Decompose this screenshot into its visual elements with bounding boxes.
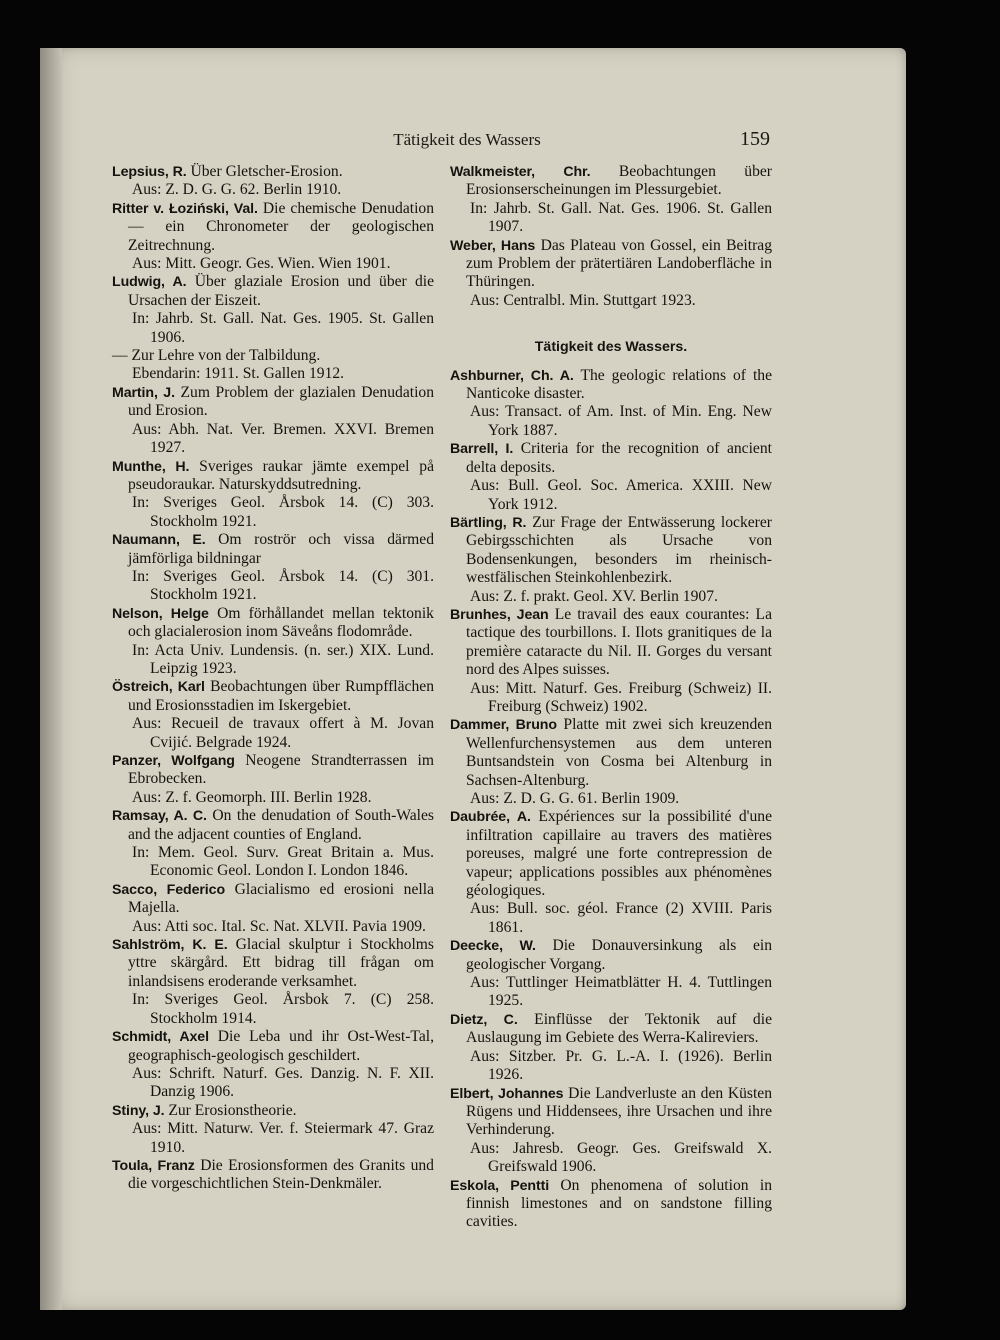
entry-source: Aus: Z. D. G. G. 62. Berlin 1910. bbox=[132, 181, 342, 199]
entry-author: Elbert, Johannes bbox=[450, 1085, 564, 1102]
entry-source: Aus: Schrift. Naturf. Ges. Danzig. N. F. XII. Danzig 1906. bbox=[132, 1064, 434, 1101]
entry-author: Munthe, H. bbox=[112, 458, 190, 475]
entry-author: Ludwig, A. bbox=[112, 274, 187, 291]
entry-title: Das Plateau von Gossel, ein Beitrag zum Problem der prätertiären Landoberfläche in Thüringen. bbox=[466, 236, 773, 291]
entry-author: Dietz, C. bbox=[450, 1011, 518, 1028]
entry-author: Martin, J. bbox=[112, 384, 175, 401]
entry-title: Neogene Strandterrassen im Ebrobecken. bbox=[128, 752, 434, 788]
entry-title: Über Gletscher-Erosion. bbox=[190, 163, 343, 180]
bibliography-entry bbox=[450, 514, 772, 606]
entry-source: Aus: Atti soc. Ital. Sc. Nat. XLVII. Pavia 1909. bbox=[132, 917, 426, 935]
entry-citation bbox=[450, 1085, 772, 1140]
entry-title: Die chemische Denudation — ein Chronometer der geologischen Zeitrechnung. bbox=[128, 199, 435, 254]
entry-title: Platte mit zwei sich kreuzenden Wellenfurchensystemen aus dem unteren Buntsandstein von Cosma bei Altenburg in Sachsen-Altenburg. bbox=[466, 716, 772, 789]
entry-source: Ebendarin: 1911. St. Gallen 1912. bbox=[132, 365, 345, 383]
entry-citation bbox=[112, 200, 434, 255]
bibliography-entry bbox=[112, 1157, 434, 1194]
entry-title: Glacial skulptur i Stockholms yttre skärgård. Ett bidrag till frågan om inlandsisens eroderande verksamhet. bbox=[128, 936, 434, 990]
entry-citation bbox=[450, 937, 772, 974]
bibliography-entry bbox=[450, 237, 772, 311]
section-heading: Tätigkeit des Wassers. bbox=[534, 339, 688, 356]
entry-citation bbox=[112, 1157, 434, 1194]
entry-source: Aus: Mitt. Naturw. Ver. f. Steiermark 47. Graz 1910. bbox=[132, 1120, 434, 1156]
entry-author: Panzer, Wolfgang bbox=[112, 753, 235, 769]
entry-title: Die Leba und ihr Ost-West-Tal, geographisch-geologisch geschildert. bbox=[128, 1028, 434, 1064]
entry-author: Nelson, Helge bbox=[112, 605, 209, 622]
right-column-section-entries bbox=[450, 367, 772, 1232]
entry-citation bbox=[112, 881, 434, 918]
entry-author: Brunhes, Jean bbox=[450, 606, 549, 623]
entry-title: Einflüsse der Tektonik auf die Auslaugung im Gebiete des Werra-Kalireviers. bbox=[466, 1010, 772, 1047]
entry-citation bbox=[450, 1011, 772, 1048]
entry-source: Aus: Bull. Geol. Soc. America. XXIII. New York 1912. bbox=[470, 477, 772, 513]
entry-author: Ramsay, A. C. bbox=[112, 808, 207, 825]
entry-author: Toula, Franz bbox=[112, 1157, 195, 1174]
entry-title: Über glaziale Erosion und über die Ursachen der Eiszeit. bbox=[128, 273, 435, 309]
entry-author: Deecke, W. bbox=[450, 938, 536, 955]
entry-source: Aus: Mitt. Naturf. Ges. Freiburg (Schweiz) II. Freiburg (Schweiz) 1902. bbox=[470, 679, 772, 715]
entry-source: Aus: Centralbl. Min. Stuttgart 1923. bbox=[470, 291, 696, 309]
entry-source: In: Jahrb. St. Gall. Nat. Ges. 1905. St. Gallen 1906. bbox=[132, 310, 434, 346]
entry-source: In: Sveriges Geol. Årsbok 7. (C) 258. Stockholm 1914. bbox=[132, 991, 434, 1027]
entry-author: Eskola, Pentti bbox=[450, 1177, 550, 1194]
bibliography-entry bbox=[450, 808, 772, 937]
entry-citation bbox=[450, 440, 772, 477]
entry-author: Lepsius, R. bbox=[112, 164, 187, 180]
bibliography-entry bbox=[112, 458, 434, 532]
entry-title: Le travail des eaux courantes: La tactique des tourbillons. I. Ilots granitiques de la première cataracte du Nil. II. Gorges du versant nord des Alpes suisses. bbox=[466, 605, 772, 679]
bibliography-entry bbox=[112, 347, 434, 384]
bibliography-entry bbox=[450, 1177, 772, 1232]
entry-source: Aus: Z. f. prakt. Geol. XV. Berlin 1907. bbox=[470, 587, 718, 605]
entry-author: Sahlström, K. E. bbox=[112, 937, 228, 954]
entry-source: Aus: Recueil de travaux offert à M. Jovan Cvijić. Belgrade 1924. bbox=[132, 715, 434, 751]
bibliography-entry bbox=[112, 807, 434, 881]
entry-title: Die Landverluste an den Küsten Rügens und Hiddensees, ihre Ursachen und ihre Verhinderung. bbox=[466, 1084, 772, 1139]
entry-author: Dammer, Bruno bbox=[450, 717, 557, 734]
entry-title: Zum Problem der glazialen Denudation und Erosion. bbox=[128, 383, 434, 420]
running-header bbox=[0, 128, 1000, 152]
bibliography-entry bbox=[112, 752, 434, 807]
entry-title: Sveriges raukar jämte exempel på pseudoraukar. Naturskyddsutredning. bbox=[128, 457, 434, 493]
entry-citation bbox=[112, 531, 434, 568]
entry-author: Naumann, E. bbox=[112, 532, 206, 549]
entry-title: Zur Erosionstheorie. bbox=[168, 1101, 297, 1119]
entry-title: Expériences sur la possibilité d'une infiltration capillaire au travers des matières poreuses, malgré une forte contrepression de vapeur; applications possibles aux phénomènes géologiques. bbox=[466, 808, 772, 900]
right-column bbox=[450, 163, 772, 1232]
entry-author: Östreich, Karl bbox=[112, 679, 205, 696]
bibliography-entry bbox=[112, 678, 434, 752]
entry-source: In: Jahrb. St. Gall. Nat. Ges. 1906. St. Gallen 1907. bbox=[470, 199, 772, 236]
bibliography-entry bbox=[112, 1102, 434, 1157]
entry-source: Aus: Transact. of Am. Inst. of Min. Eng. New York 1887. bbox=[470, 403, 772, 439]
entry-citation bbox=[450, 237, 772, 292]
entry-source: Aus: Bull. soc. géol. France (2) XVIII. Paris 1861. bbox=[470, 900, 772, 936]
bibliography-entry bbox=[112, 881, 434, 936]
page-gutter-shadow bbox=[40, 48, 62, 1310]
entry-citation bbox=[112, 1102, 434, 1120]
bibliography-entry bbox=[112, 384, 434, 458]
entry-citation bbox=[450, 808, 772, 900]
entry-source: In: Sveriges Geol. Årsbok 14. (C) 303. Stockholm 1921. bbox=[132, 494, 434, 530]
entry-title: Zur Frage der Entwässerung lockerer Gebirgsschichten als Ursache von Bodensenkungen, besonders im rheinisch-westfälischen Steinkohlenbezirk. bbox=[466, 513, 772, 587]
entry-title: Om roströr och vissa därmed jämförliga bildningar bbox=[128, 531, 434, 567]
entry-citation bbox=[450, 606, 772, 680]
entry-citation bbox=[112, 347, 434, 365]
entry-author: Schmidt, Axel bbox=[112, 1029, 209, 1046]
entry-source: Aus: Z. D. G. G. 61. Berlin 1909. bbox=[470, 790, 680, 807]
entry-citation bbox=[450, 163, 772, 200]
entry-title: On phenomena of solution in finnish limestones and on sandstone filling cavities. bbox=[466, 1176, 772, 1231]
left-column bbox=[112, 163, 434, 1194]
bibliography-entry bbox=[450, 440, 772, 514]
entry-citation bbox=[450, 514, 772, 588]
entry-title: Die Erosionsformen des Granits und die vorgeschichtlichen Stein-Denkmäler. bbox=[128, 1156, 434, 1193]
entry-source: Aus: Tuttlinger Heimatblätter H. 4. Tuttlingen 1925. bbox=[470, 974, 772, 1010]
bibliography-entry bbox=[112, 605, 434, 679]
entry-title: Beobachtungen über Erosionserscheinungen im Plessurgebiet. bbox=[466, 163, 772, 199]
entry-author: Bärtling, R. bbox=[450, 514, 527, 531]
entry-source: In: Mem. Geol. Surv. Great Britain a. Mus. Economic Geol. London I. London 1846. bbox=[132, 844, 434, 880]
bibliography-entry bbox=[450, 163, 772, 237]
entry-source: Aus: Jahresb. Geogr. Ges. Greifswald X. Greifswald 1906. bbox=[470, 1139, 772, 1176]
entry-author: Daubrée, A. bbox=[450, 809, 531, 826]
bibliography-entry bbox=[450, 367, 772, 441]
entry-title: Glacialismo ed erosioni nella Majella. bbox=[128, 880, 434, 917]
entry-citation bbox=[450, 367, 772, 404]
entry-citation bbox=[450, 1177, 772, 1232]
bibliography-entry bbox=[112, 1028, 434, 1102]
entry-title: — Zur Lehre von der Talbildung. bbox=[112, 347, 321, 365]
entry-author: Sacco, Federico bbox=[112, 881, 226, 898]
bibliography-entry bbox=[112, 163, 434, 200]
entry-author: Barrell, I. bbox=[450, 441, 514, 458]
entry-title: On the denudation of South-Wales and the adjacent counties of England. bbox=[128, 807, 434, 843]
bibliography-entry bbox=[450, 937, 772, 1011]
entry-citation bbox=[112, 678, 434, 715]
bibliography-entry bbox=[112, 273, 434, 347]
bibliography-entry bbox=[450, 716, 772, 808]
bibliography-entry bbox=[112, 531, 434, 605]
entry-citation bbox=[112, 752, 434, 789]
bibliography-entry bbox=[450, 1085, 772, 1177]
entry-citation bbox=[112, 605, 434, 642]
entry-citation bbox=[112, 163, 434, 181]
entry-title: Criteria for the recognition of ancient delta deposits. bbox=[466, 440, 772, 476]
entry-citation bbox=[112, 458, 434, 495]
entry-source: Aus: Sitzber. Pr. G. L.-A. I. (1926). Berlin 1926. bbox=[470, 1047, 772, 1084]
entry-citation bbox=[112, 936, 434, 991]
entry-citation bbox=[112, 1028, 434, 1065]
bibliography-entry bbox=[112, 936, 434, 1028]
entry-source: Aus: Z. f. Geomorph. III. Berlin 1928. bbox=[132, 788, 372, 806]
entry-author: Walkmeister, Chr. bbox=[450, 164, 591, 180]
running-title: Tätigkeit des Wassers bbox=[393, 130, 541, 149]
entry-author: Ashburner, Ch. A. bbox=[450, 367, 574, 384]
entry-author: Stiny, J. bbox=[112, 1102, 165, 1119]
bibliography-entry bbox=[450, 606, 772, 716]
entry-citation bbox=[450, 716, 772, 790]
entry-source: In: Sveriges Geol. Årsbok 14. (C) 301. Stockholm 1921. bbox=[132, 567, 434, 604]
entry-source: In: Acta Univ. Lundensis. (n. ser.) XIX. Lund. Leipzig 1923. bbox=[132, 641, 434, 677]
entry-title: Beobachtungen über Rumpfflächen und Erosionsstadien im Iskergebiet. bbox=[128, 678, 434, 714]
entry-citation bbox=[112, 807, 434, 844]
entry-author: Ritter v. Łoziński, Val. bbox=[112, 200, 258, 217]
entry-source: Aus: Abh. Nat. Ver. Bremen. XXVI. Bremen 1927. bbox=[132, 420, 434, 457]
entry-citation bbox=[112, 384, 434, 421]
entry-source: Aus: Mitt. Geogr. Ges. Wien. Wien 1901. bbox=[132, 255, 391, 273]
bibliography-entry bbox=[450, 1011, 772, 1085]
right-column-top-entries bbox=[450, 163, 772, 310]
bibliography-entry bbox=[112, 200, 434, 274]
entry-title: Die Donauversinkung als ein geologischer Vorgang. bbox=[466, 937, 773, 973]
page-number: 159 bbox=[740, 128, 770, 150]
entry-author: Weber, Hans bbox=[450, 237, 536, 254]
entry-title: The geologic relations of the Nanticoke disaster. bbox=[466, 366, 772, 403]
entry-title: Om förhållandet mellan tektonik och glacialerosion inom Säveåns flodområde. bbox=[128, 604, 434, 641]
entry-citation bbox=[112, 273, 434, 310]
